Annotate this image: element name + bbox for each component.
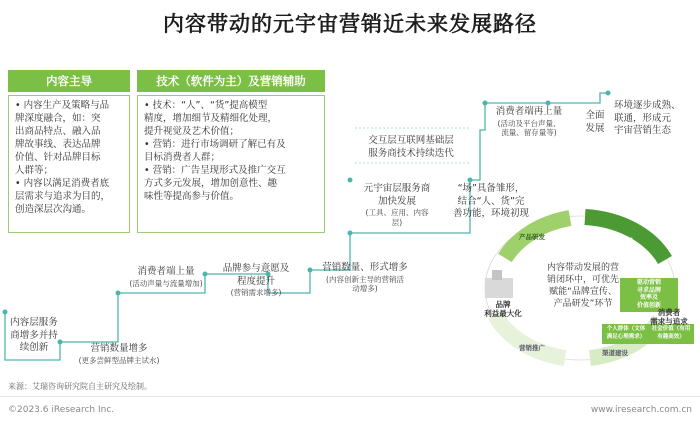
tech-marketing-line: • 营销：广告呈现形式及推广交互 xyxy=(144,165,286,176)
step-text: 元宇宙层服务商 xyxy=(363,183,431,194)
tech-marketing-line: • 营销：进行市场调研了解已有及 xyxy=(144,139,286,150)
step-text: 结合“人、货”完 xyxy=(457,195,525,207)
center-text: 产品研发”环节 xyxy=(553,299,613,309)
tech-marketing-line: 目标消费者人群； xyxy=(144,152,221,163)
step-marketing-forms xyxy=(310,262,420,294)
node-text: 品牌 xyxy=(495,300,511,309)
step-interaction-layer xyxy=(355,135,467,160)
step-text: 品牌参与意愿及 xyxy=(222,263,290,274)
step-text: 宇宙营销生态 xyxy=(614,125,672,136)
center-text: 销闭环中，可优先 xyxy=(546,275,619,285)
tech-marketing-line: 提升视觉及艺术价值； xyxy=(144,126,240,137)
step-consumer-volume xyxy=(116,266,216,288)
step-text: 消费者端上量 xyxy=(137,266,195,277)
tag-text: 个人群体（文体 xyxy=(606,326,646,332)
cycle-center-text xyxy=(531,262,635,310)
step-text: 消费者端再上量 xyxy=(495,106,563,117)
content-lead-line: • 内容生产及策略与品 xyxy=(15,100,110,111)
tech-marketing-header: 技术（软件为主）及营销辅助 xyxy=(137,70,325,92)
tech-marketing-line: 味性等提高参与价值。 xyxy=(144,191,240,202)
tech-marketing-line: 方式多元发展，增加创意性、趣 xyxy=(144,178,278,189)
building-icon xyxy=(492,270,502,280)
tech-marketing-line: 精度，增加细节及精细化处理， xyxy=(144,113,278,124)
page-title: 内容带动的元宇宙营销近未来发展路径 xyxy=(163,12,537,36)
tech-marketing-line: • 技术：“人”、“货”提高模型 xyxy=(144,100,268,111)
footer-copyright: ©2023.6 iResearch Inc. xyxy=(8,405,115,415)
tag-text: 社会价值（有用 xyxy=(651,326,691,332)
tag-text: 寻求品牌 xyxy=(636,286,661,294)
tag-text: 驱动营销 xyxy=(636,279,661,286)
node-text: 消费者 xyxy=(657,308,681,317)
content-lead-line: • 内容以满足消费者底 xyxy=(15,178,110,189)
bottom-tag-left xyxy=(603,325,649,341)
tag-text: 效率及 xyxy=(639,294,658,301)
step-subtext: 动增多) xyxy=(352,284,378,293)
step-text: 全面 xyxy=(585,110,605,121)
step-text: 营销数量增多 xyxy=(90,343,148,354)
center-text: 内容带动发展的营 xyxy=(546,263,619,273)
step-text: 发展 xyxy=(585,122,605,134)
label-brand-communication: 品牌传播 xyxy=(607,237,633,245)
tag-text: 有趣高效） xyxy=(657,334,685,340)
step-subtext: (活动声量与流量增加) xyxy=(129,278,203,288)
step-text: 加快发展 xyxy=(377,195,416,207)
step-full-development xyxy=(578,110,612,135)
step-subtext: (营销需求增多) xyxy=(230,288,282,297)
step-text: 内容层服务 xyxy=(10,317,58,328)
step-text: 营销数量、形式增多 xyxy=(322,262,408,273)
center-text: 赋能“品牌宣传、 xyxy=(549,287,617,297)
step-text: 商增多并持 xyxy=(10,329,58,341)
step-subtext: (活动及平台声量、 xyxy=(497,118,561,128)
node-text: 需求与追求 xyxy=(650,317,688,326)
step-ecosystem xyxy=(614,100,696,138)
step-text: 环境逐步成熟、 xyxy=(614,100,681,111)
label-channel: 渠道建设 xyxy=(602,349,628,357)
content-lead-line: 层需求与追求为目的， xyxy=(15,191,111,202)
content-lead-line: 价值、针对品牌目标 xyxy=(15,152,101,163)
step-metaverse-providers xyxy=(352,183,442,227)
label-product-rd: 产品研发 xyxy=(519,233,545,241)
content-lead-header: 内容主导 xyxy=(8,70,130,92)
step-consumer-volume-again xyxy=(488,106,570,138)
footer-divider xyxy=(0,396,700,397)
step-marketing-volume xyxy=(64,343,174,365)
bottom-tag-right xyxy=(648,325,694,341)
step-text: “场”具备雏形， xyxy=(457,183,525,194)
content-lead-line: 人群等； xyxy=(15,165,54,176)
step-text: 联通，形成元 xyxy=(614,112,672,124)
node-text: 利益最大化 xyxy=(484,309,522,318)
side-tag xyxy=(621,279,677,309)
step-subtext: 层) xyxy=(391,217,403,227)
content-lead-line: 出商品特点、融入品 xyxy=(15,126,101,137)
tag-text: 价值创新 xyxy=(636,301,661,309)
step-text: 服务商技术持续迭代 xyxy=(368,147,454,159)
step-subtext: (工具、应用、内容 xyxy=(365,208,429,217)
step-text: 交互层互联网基础层 xyxy=(368,135,454,146)
source-note: 来源：艾瑞咨询研究院自主研究及绘制。 xyxy=(8,382,152,391)
building-icon xyxy=(485,278,513,298)
step-text: 续创新 xyxy=(19,342,49,353)
step-brand-participation xyxy=(210,263,302,298)
tag-text: 满足心理需求） xyxy=(606,334,646,340)
step-service-providers xyxy=(8,317,60,355)
content-lead-line: 牌故事线、表达品牌 xyxy=(15,139,101,150)
node-brand-benefit xyxy=(478,300,528,318)
content-lead-line: 创造深层次沟通。 xyxy=(15,204,92,215)
footer-website: www.iresearch.com.cn xyxy=(590,405,692,415)
step-text: 善功能，环境初现 xyxy=(452,208,529,219)
step-subtext: (内容创新主导的营销活 xyxy=(326,274,404,284)
node-consumer-needs xyxy=(641,308,697,326)
content-lead-line: 牌深度融合，如：突 xyxy=(15,113,101,124)
step-subtext: 流量、留存量等) xyxy=(501,128,557,137)
step-subtext: (更多尝鲜型品牌主试水) xyxy=(78,355,160,365)
label-marketing-promotion: 营销推广 xyxy=(519,344,545,352)
step-text: 程度提升 xyxy=(236,275,275,287)
